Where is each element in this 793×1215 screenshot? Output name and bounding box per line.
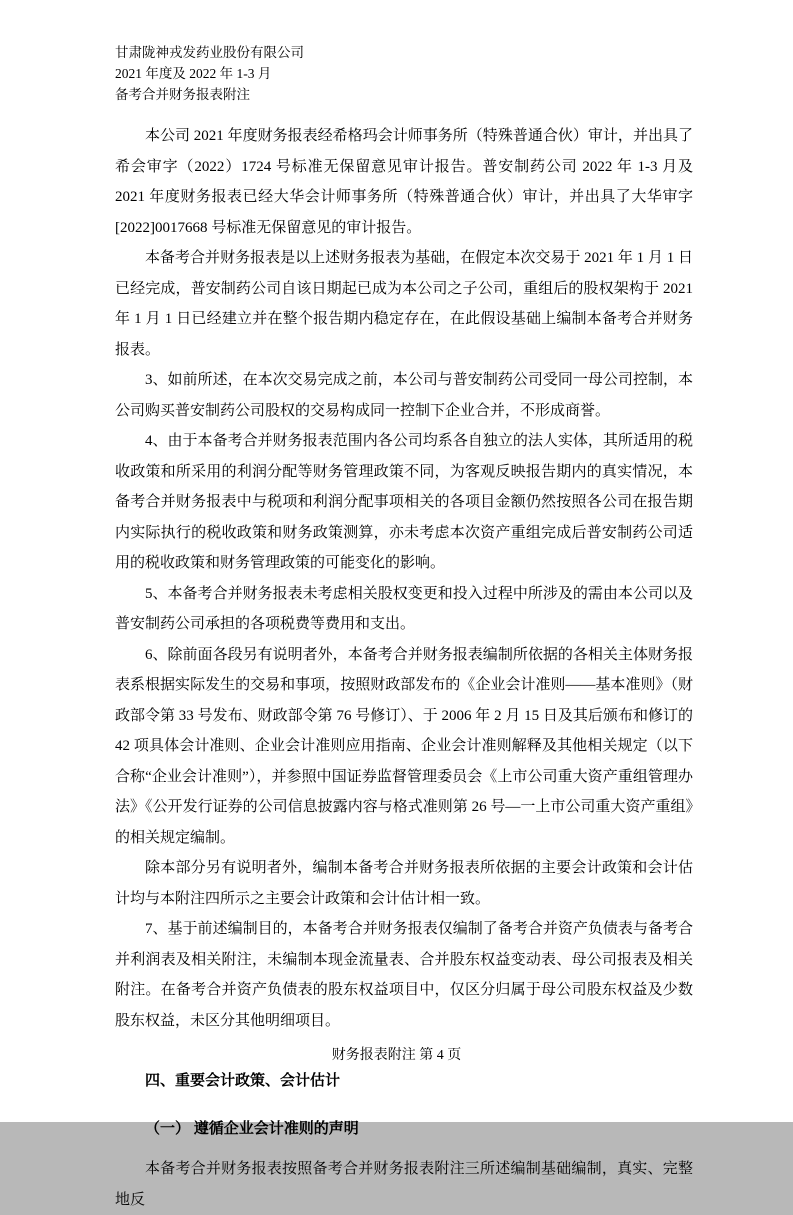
paragraph-1: 本公司 2021 年度财务报表经希格玛会计师事务所（特殊普通合伙）审计，并出具了希会审字（2022）1724 号标准无保留意见审计报告。普安制药公司 2022 年 1-3 月及 2021 年度财务报表已经大华会计师事务所（特殊普通合伙）审计，并出具了大华审字[2022]0017668 号标准无保留意见的审计报告。 <box>115 128 693 236</box>
header-doc-type: 备考合并财务报表附注 <box>115 87 250 102</box>
paragraph-2: 本备考合并财务报表是以上述财务报表为基础，在假定本次交易于 2021 年 1 月 1 日已经完成，普安制药公司自该日期起已成为本公司之子公司，重组后的股权架构于 2021 年 1 月 1 日已经建立并在整个报告期内稳定存在，在此假设基础上编制本备考合并财务报表。 <box>115 250 693 358</box>
page-footer: 财务报表附注 第 4 页 <box>331 1048 462 1063</box>
page-header <box>115 42 693 105</box>
section-heading: 四、重要会计政策、会计估计 <box>145 1073 341 1089</box>
paragraph-9: 本备考合并财务报表按照备考合并财务报表附注三所述编制基础编制，真实、完整地反 <box>115 1161 693 1208</box>
paragraph-8: 7、基于前述编制目的，本备考合并财务报表仅编制了备考合并资产负债表与备考合并利润表及相关附注，未编制本现金流量表、合并股东权益变动表、母公司报表及相关附注。在备考合并资产负债表的股东权益项目中，仅区分归属于母公司股东权益及少数股东权益，未区分其他明细项目。 <box>115 921 693 1029</box>
spacer <box>115 1144 693 1154</box>
header-period: 2021 年度及 2022 年 1-3 月 <box>115 66 272 81</box>
paragraph-4: 4、由于本备考合并财务报表范围内各公司均系各自独立的法人实体，其所适用的税收政策和所采用的利润分配等财务管理政策不同，为客观反映报告期内的真实情况，本备考合并财务报表中与税项和利润分配事项相关的各项目金额仍然按照各公司在报告期内实际执行的税收政策和财务政策测算，亦未考虑本次资产重组完成后普安制药公司适用的税收政策和财务管理政策的可能变化的影响。 <box>115 433 693 571</box>
paragraph-3: 3、如前所述，在本次交易完成之前，本公司与普安制药公司受同一母公司控制，本公司购买普安制药公司股权的交易构成同一控制下企业合并，不形成商誉。 <box>115 372 693 419</box>
paragraph-5: 5、本备考合并财务报表未考虑相关股权变更和投入过程中所涉及的需由本公司以及普安制药公司承担的各项税费等费用和支出。 <box>115 585 693 632</box>
paragraph-7: 除本部分另有说明者外，编制本备考合并财务报表所依据的主要会计政策和会计估计均与本附注四所示之主要会计政策和会计估计相一致。 <box>115 860 693 907</box>
paragraph-6: 6、除前面各段另有说明者外，本备考合并财务报表编制所依据的各相关主体财务报表系根据实际发生的交易和事项，按照财政部发布的《企业会计准则——基本准则》（财政部令第 33 号发布、财政部令第 76 号修订）、于 2006 年 2 月 15 日及其后颁布和修订的 42 项具体会计准则、企业会计准则应用指南、企业会计准则解释及其他相关规定（以下合称“企业会计准则”），并参照中国证券监督管理委员会《上市公司重大资产重组管理办法》《公开发行证券的公司信息披露内容与格式准则第 26 号—一上市公司重大资产重组》的相关规定编制。 <box>115 646 693 846</box>
subsection-heading: （一） 遵循企业会计准则的声明 <box>145 1121 359 1137</box>
header-company-name: 甘肃陇神戎发药业股份有限公司 <box>115 45 304 60</box>
